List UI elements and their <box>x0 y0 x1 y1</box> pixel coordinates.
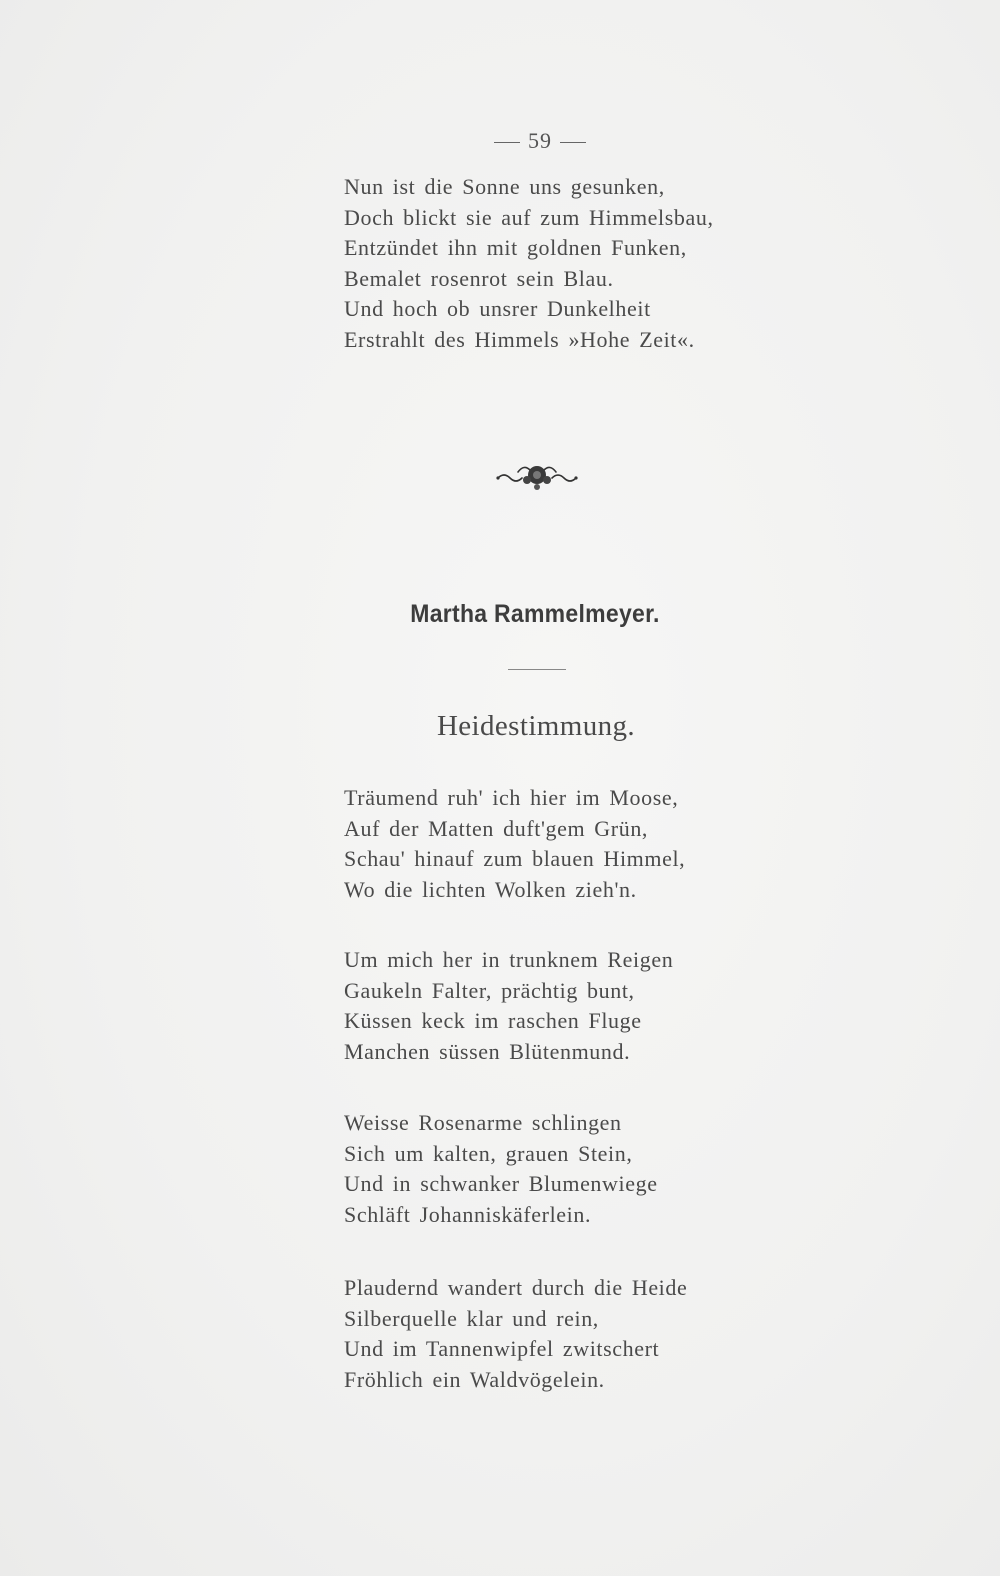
left-dash-ornament <box>494 142 520 143</box>
verse-line: Und im Tannenwipfel zwitschert <box>344 1336 660 1361</box>
floral-vignette-icon <box>494 458 580 492</box>
stanza-1 <box>344 783 685 905</box>
verse-line: Küssen keck im raschen Fluge <box>344 1008 642 1033</box>
verse-line: Und hoch ob unsrer Dunkelheit <box>344 296 651 321</box>
stanza-previous-poem-end <box>344 172 714 355</box>
stanza-4 <box>344 1273 687 1395</box>
verse-line: Auf der Matten duft'gem Grün, <box>344 815 649 841</box>
right-dash-ornament <box>560 142 586 143</box>
verse-line: Schau' hinauf zum blauen Himmel, <box>344 846 686 871</box>
verse-line: Und in schwanker Blumenwiege <box>344 1171 658 1196</box>
divider-rule <box>508 669 566 670</box>
stanza-2 <box>344 945 673 1067</box>
verse-line: Schläft Johanniskäferlein. <box>344 1201 592 1227</box>
verse-line: Entzündet ihn mit goldnen Funken, <box>344 235 687 260</box>
verse-line: Sich um kalten, grauen Stein, <box>344 1140 633 1166</box>
verse-line: Nun ist die Sonne uns gesunken, <box>344 174 665 199</box>
verse-line: Bemalet rosenrot sein Blau. <box>344 265 614 291</box>
page-number-header <box>0 128 1000 154</box>
verse-line: Um mich her in trunknem Reigen <box>344 947 674 972</box>
verse-line: Plaudernd wandert durch die Heide <box>344 1275 688 1300</box>
page-number: 59 <box>528 128 552 153</box>
poem-title: Heidestimmung. <box>436 710 636 742</box>
author-name: Martha Rammelmeyer. <box>410 600 660 628</box>
verse-line: Fröhlich ein Waldvögelein. <box>344 1366 605 1392</box>
verse-line: Manchen süssen Blütenmund. <box>344 1038 631 1064</box>
stanza-3 <box>344 1108 658 1230</box>
verse-line: Erstrahlt des Himmels »Hohe Zeit«. <box>344 326 695 352</box>
verse-line: Wo die lichten Wolken zieh'n. <box>344 876 637 902</box>
verse-line: Weisse Rosenarme schlingen <box>344 1110 622 1135</box>
verse-line: Silberquelle klar und rein, <box>344 1305 599 1331</box>
verse-line: Gaukeln Falter, prächtig bunt, <box>344 977 635 1003</box>
verse-line: Träumend ruh' ich hier im Moose, <box>344 785 679 810</box>
verse-line: Doch blickt sie auf zum Himmelsbau, <box>344 204 714 230</box>
